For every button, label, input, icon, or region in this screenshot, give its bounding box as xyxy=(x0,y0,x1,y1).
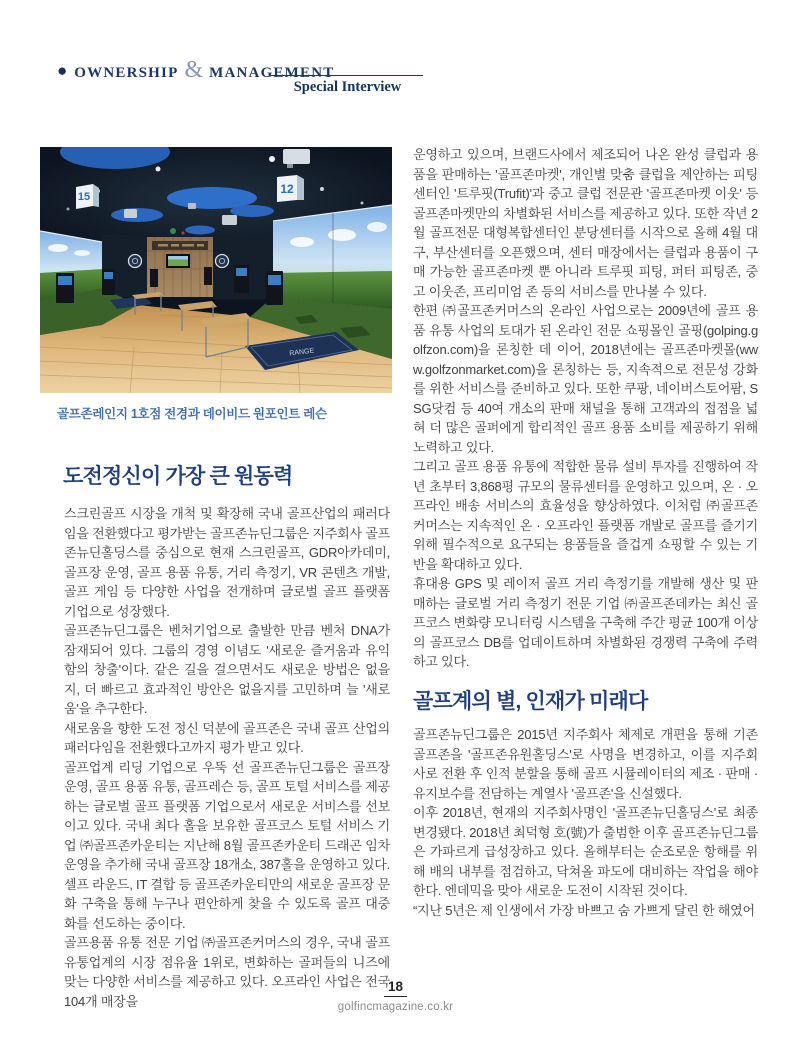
far-wood-wall xyxy=(147,237,213,297)
paragraph: 그리고 골프 용품 유통에 적합한 물류 설비 투자를 진행하여 작년 초부터 3,868평 규모의 물류센터를 운영하고 있으며, 온 · 오프라인 배송 서비스의 효율성을 향상하였다. 이처럼 ㈜골프존커머스는 지속적인 온 · 오프라인 플랫폼 개발로 골프를 즐기기 위해 필수적으로 요구되는 용품들을 즐겁게 쇼핑할 수 있는 기반을 확대하고 있다. xyxy=(413,459,758,572)
paragraph: 새로움을 향한 도전 정신 덕분에 골프존은 국내 골프 산업의 패러다임을 전환했다고까지 평가 받고 있다. xyxy=(64,720,390,755)
article-left-column xyxy=(64,504,390,1011)
paragraph: 골프존뉴딘그룹은 2015년 지주회사 체제로 개편을 통해 기존 골프존을 '골프존유원홀딩스'로 사명을 변경하고, 이를 지주회사로 전환 후 인적 분할을 통해 골프 시뮬레이터의 제조 · 판매 · 유지보수를 전담하는 계열사 '골프존'을 신설했다. xyxy=(413,727,758,801)
paragraph: 골프업계 리딩 기업으로 우뚝 선 골프존뉴딘그룹은 골프장 운영, 골프 용품 유통, 골프레슨 등, 골프 토털 서비스를 제공하는 글로벌 골프 플랫폼 기업으로서 새로운 서비스를 선보이고 있다. 국내 최다 홀을 보유한 골프코스 토털 서비스 기업 ㈜골프존카운티는 지난해 8월 골프존카운티 드래곤 임차 운영을 추가해 국내 골프장 18개소, 387홀을 운영하고 있다. 셀프 라운드, IT 결합 등 골프존카운티만의 새로운 골프장 문화 구축을 통해 누구나 편안하게 찾을 수 있도록 골프 대중화를 선도하는 중이다. xyxy=(64,759,390,931)
section-masthead xyxy=(57,57,737,102)
bay-number-cube-right xyxy=(277,175,304,202)
section-word-right: MANAGEMENT xyxy=(209,65,335,81)
article-photo xyxy=(40,147,392,393)
section-subtitle: Special Interview xyxy=(293,79,402,95)
paragraph: “지난 5년은 제 인생에서 가장 바쁘고 숨 가쁘게 달린 한 해였어 xyxy=(413,902,755,918)
svg-text:15: 15 xyxy=(77,191,91,203)
paragraph: 골프용품 유통 전문 기업 ㈜골프존커머스의 경우, 국내 골프 유통업계의 시장 점유율 1위로, 변화하는 골퍼들의 니즈에 맞는 다양한 서비스를 제공하고 있다. 오프라인 사업은 전국 104개 매장을 xyxy=(64,935,390,1009)
paragraph: 운영하고 있으며, 브랜드사에서 제조되어 나온 완성 클럽과 용품을 판매하는 '골프존마켓', 개인별 맞춤 클럽을 제안하는 피팅 센터인 '트루핏(Trufit)'과 중고 클럽 전문관 '골프존마켓 이웃' 등 골프존마켓만의 차별화된 서비스를 제공하고 있다. 또한 작년 2월 골프전문 대형복합센터인 분당센터를 시작으로 올해 4월 대구, 부산센터를 오픈했으며, 센터 매장에서는 클럽과 용품이 구매 가능한 골프존마켓 뿐 아니라 트루핏 피팅, 퍼터 피팅존, 중고 이웃존, 프리미엄 존 등의 서비스를 만나볼 수 있다. xyxy=(413,147,758,299)
page-number: 18 xyxy=(384,979,407,997)
svg-text:RANGE: RANGE xyxy=(289,347,315,358)
header-rule xyxy=(270,75,423,76)
paragraph: 이후 2018년, 현재의 지주회사명인 '골프존뉴딘홀딩스'로 최종 변경됐다. 2018년 최덕형 호(號)가 출범한 이후 골프존뉴딘그룹은 가파르게 급성장하고 있다. 올해부터는 순조로운 항해를 위해 배의 내부를 점검하고, 닥쳐올 파도에 대비하는 작업을 해야 한다. 엔데믹을 맞아 새로운 도전이 시작된 것이다. xyxy=(413,805,758,898)
wall-tv xyxy=(166,254,190,268)
paragraph: 스크린골프 시장을 개척 및 확장해 국내 골프산업의 패러다임을 전환했다고 평가받는 골프존뉴딘그룹은 지주회사 골프존뉴딘홀딩스를 중심으로 현재 스크린골프, GDR아카데미, 골프장 운영, 골프 용품 유통, 거리 측정기, VR 콘텐츠 개발, 골프 게임 등 다양한 사업을 전개하며 글로벌 골프 플랫폼 기업으로 성장했다. xyxy=(64,506,391,619)
paragraph: 골프존뉴딘그룹은 벤처기업으로 출발한 만큼 벤처 DNA가 잠재되어 있다. 그룹의 경영 이념도 '새로운 즐거움과 유익함의 창출'이다. 같은 길을 걸으면서도 새로운 방법은 없을지, 더 빠르고 효과적인 방안은 없을지를 고민하며 늘 '새로움'을 추구한다. xyxy=(64,623,390,716)
paragraph: 휴대용 GPS 및 레이저 골프 거리 측정기를 개발해 생산 및 판매하는 글로벌 거리 측정기 전문 기업 ㈜골프존데카는 최신 골프코스 변화량 모니터링 시스템을 구축해 주간 평균 100개 이상의 골프코스 DB를 업데이트하며 차별화된 경쟁력 구축에 주력하고 있다. xyxy=(413,576,758,669)
simulator-screen-right xyxy=(273,205,392,309)
article-right-column xyxy=(413,145,758,920)
photo-caption: 골프존레인지 1호점 전경과 데이비드 원포인트 레슨 xyxy=(57,407,327,421)
ampersand: & xyxy=(184,57,204,83)
svg-text:12: 12 xyxy=(280,182,294,196)
article-heading-1: 도전정신이 가장 큰 원동력 xyxy=(63,465,293,488)
section-word-left: OWNERSHIP xyxy=(74,65,179,81)
bay-number-cube-left xyxy=(76,184,99,209)
bullet-icon: ● xyxy=(57,61,68,80)
paragraph: 한편 ㈜골프존커머스의 온라인 사업으로는 2009년에 골프 용품 유통 사업의 토대가 된 온라인 전문 쇼핑몰인 골핑(golping.golfzon.com)을 론칭한 데 이어, 2018년에는 골프존마켓몰(www.golfzonmarket.com)을 론칭하는 등, 지속적으로 전문성 강화를 위한 서비스를 준비하고 있다. 또한 쿠팡, 네이버스토어팜, SSG닷컴 등 40여 개소의 판매 채널을 통해 고객과의 접점을 넓혀 더 많은 골퍼에게 합리적인 골프 용품 소비를 제공하기 위해 노력하고 있다. xyxy=(413,303,758,455)
golf-range-illustration xyxy=(40,147,392,393)
magazine-website: golfincmagazine.co.kr xyxy=(337,1001,454,1013)
page-footer xyxy=(0,978,791,1013)
exit-light xyxy=(182,232,185,235)
green-light xyxy=(170,228,176,234)
article-heading-2: 골프계의 별, 인재가 미래다 xyxy=(413,689,648,713)
